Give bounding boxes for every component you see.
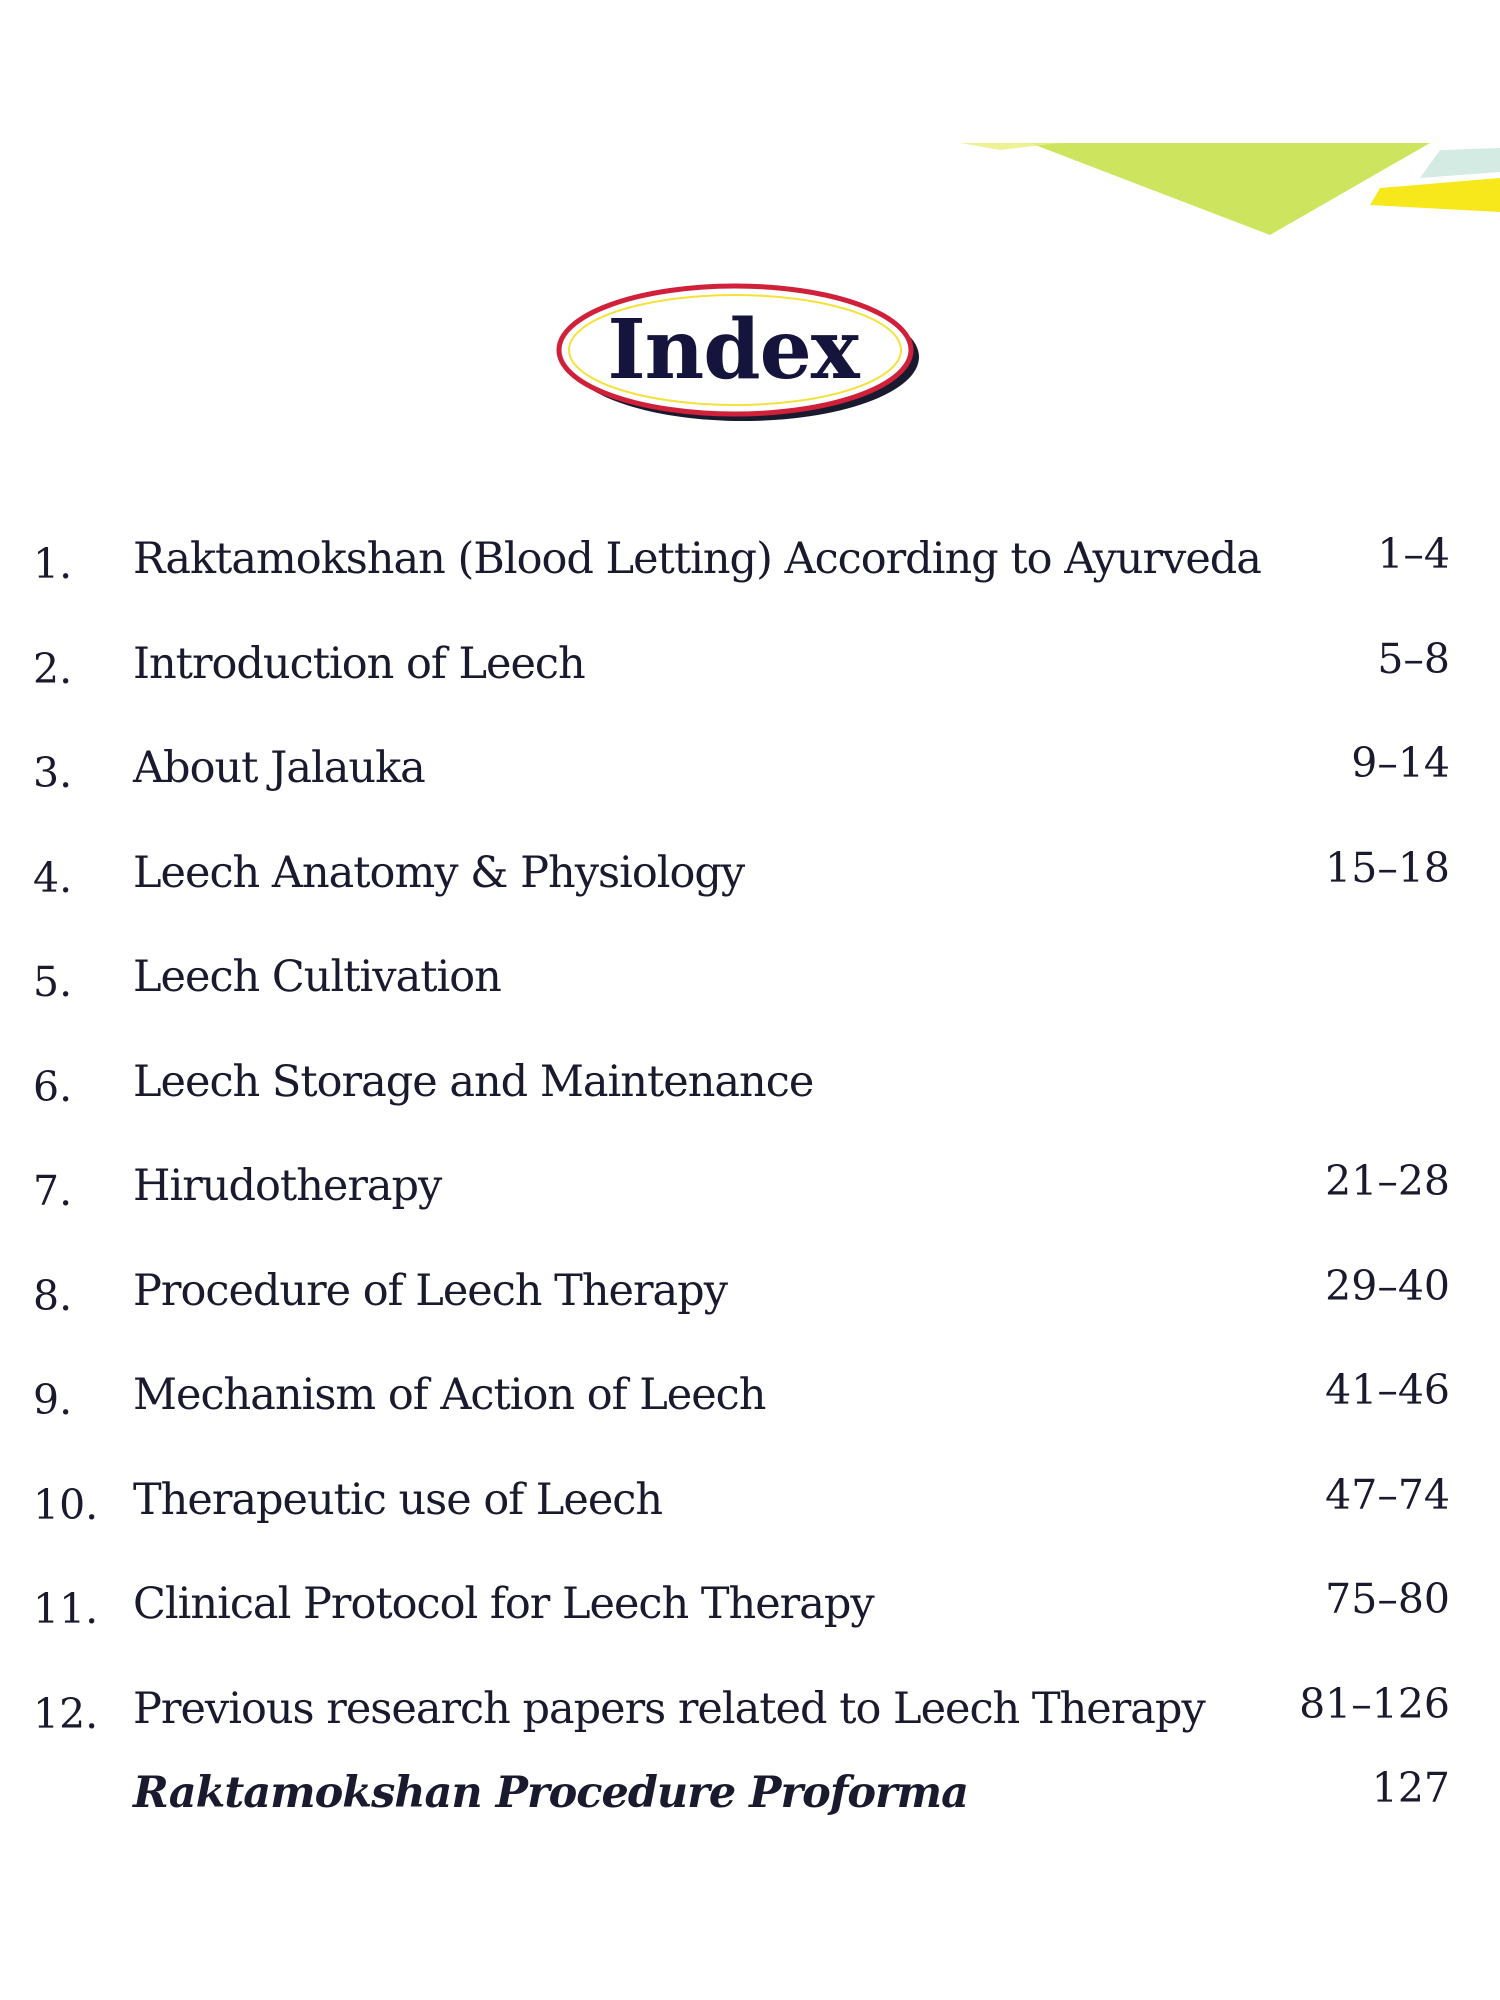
- toc-entry-title: Leech Storage and Maintenance: [133, 1056, 814, 1107]
- toc-entry-title: Introduction of Leech: [133, 638, 585, 689]
- toc-appendix-title: Raktamokshan Procedure Proforma: [133, 1768, 969, 1818]
- toc-entry-number: 8.: [33, 1271, 73, 1320]
- corner-decoration: [0, 0, 1500, 300]
- toc-entry-pages: 29–40: [1325, 1261, 1450, 1310]
- toc-entry-number: 3.: [33, 749, 73, 797]
- toc-entry: [0, 928, 1500, 1033]
- toc-entry-title: About Jalauka: [133, 743, 425, 793]
- toc-entry-title: Leech Anatomy & Physiology: [133, 847, 745, 898]
- table-of-contents: [0, 510, 1500, 1869]
- toc-entry-title: Leech Cultivation: [133, 952, 501, 1002]
- toc-entry-number: 12.: [33, 1689, 99, 1738]
- toc-entry: [0, 1346, 1500, 1451]
- toc-entry-title: Hirudotherapy: [133, 1161, 442, 1211]
- toc-entry-title: Clinical Protocol for Leech Therapy: [133, 1579, 874, 1629]
- toc-entry-title: Therapeutic use of Leech: [133, 1474, 663, 1525]
- toc-entry: [0, 1555, 1500, 1660]
- toc-entry-pages: 5–8: [1377, 634, 1450, 683]
- toc-entry-pages: 81–126: [1299, 1679, 1450, 1728]
- toc-entry: [0, 824, 1500, 929]
- toc-entry: [0, 1242, 1500, 1347]
- toc-entry-number: 5.: [33, 958, 73, 1006]
- toc-entry: [0, 1451, 1500, 1556]
- toc-entry-title: Mechanism of Action of Leech: [133, 1370, 766, 1420]
- toc-entry-number: 4.: [33, 853, 73, 902]
- toc-entry-pages: 21–28: [1325, 1157, 1450, 1205]
- index-title-badge: [553, 280, 923, 430]
- toc-entry-number: 6.: [33, 1062, 73, 1111]
- page-title: Index: [607, 302, 859, 398]
- toc-entry-number: 7.: [33, 1167, 73, 1215]
- toc-entry-title: Procedure of Leech Therapy: [133, 1265, 727, 1316]
- toc-entry-pages: 47–74: [1325, 1470, 1450, 1519]
- toc-entry-title: Previous research papers related to Leech Therapy: [133, 1683, 1205, 1734]
- toc-appendix-entry: [0, 1764, 1500, 1869]
- toc-entry-pages: 75–80: [1325, 1575, 1450, 1623]
- toc-entry-number: 11.: [33, 1585, 99, 1633]
- toc-entry-title: Raktamokshan (Blood Letting) According to Ayurveda: [133, 534, 1261, 584]
- toc-entry: [0, 1033, 1500, 1138]
- toc-entry-number: 10.: [33, 1480, 99, 1529]
- toc-entry-number: 2.: [33, 644, 73, 693]
- toc-entry-pages: 41–46: [1325, 1366, 1450, 1414]
- toc-entry-number: 9.: [33, 1376, 73, 1424]
- toc-entry-pages: 9–14: [1351, 739, 1450, 787]
- toc-entry: [0, 510, 1500, 615]
- toc-entry: [0, 615, 1500, 720]
- toc-entry-number: 1.: [33, 540, 73, 588]
- toc-entry: [0, 719, 1500, 824]
- toc-entry-pages: 15–18: [1325, 843, 1450, 892]
- toc-entry-pages: 1–4: [1377, 530, 1450, 578]
- toc-entry: [0, 1137, 1500, 1242]
- toc-appendix-pages: 127: [1371, 1764, 1450, 1812]
- toc-entry: [0, 1660, 1500, 1765]
